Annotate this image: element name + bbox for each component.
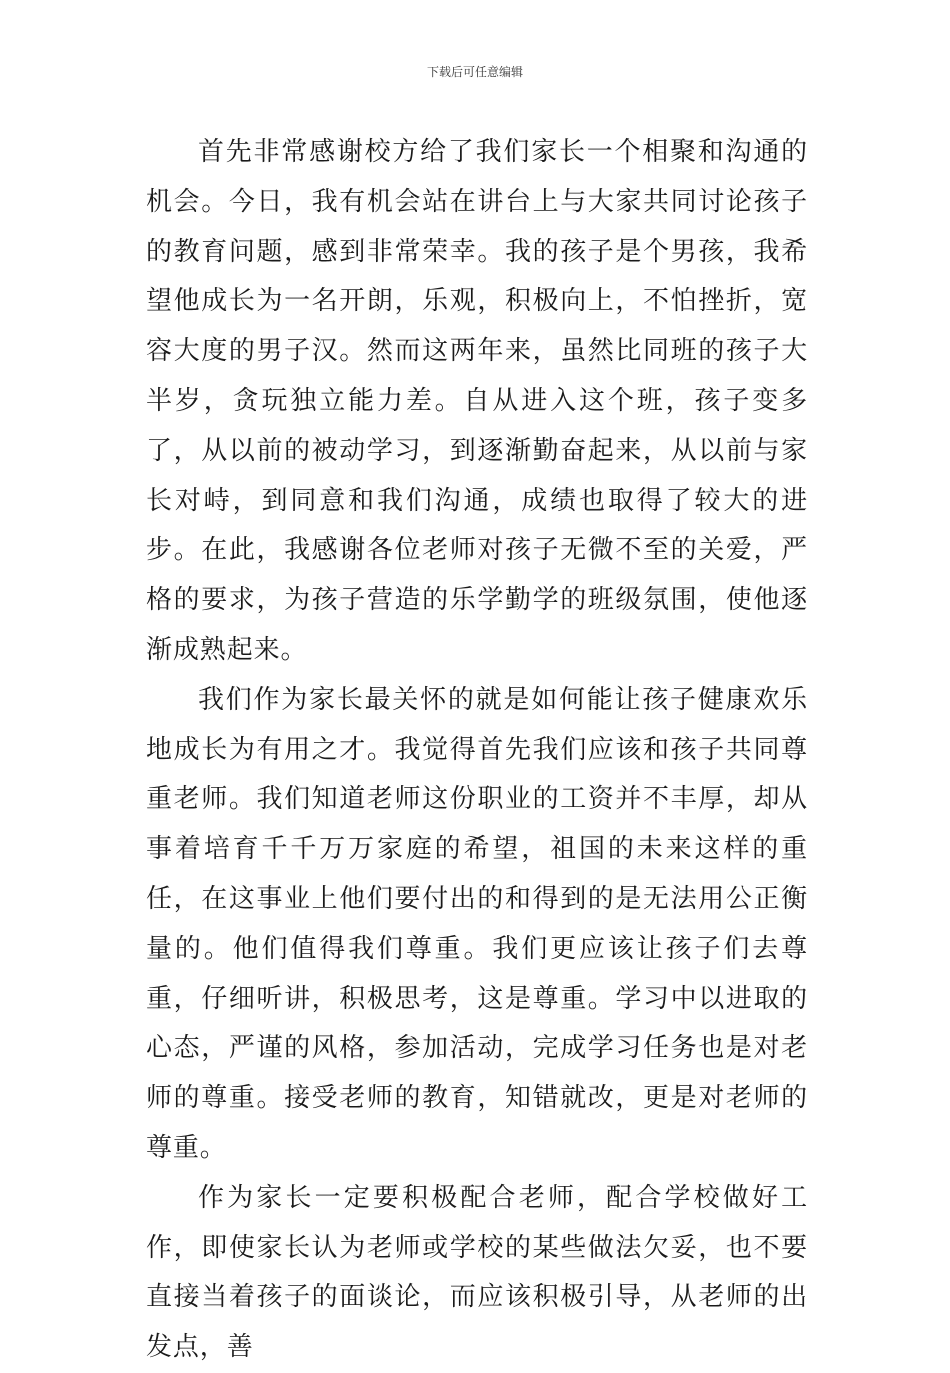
body-text [146, 128, 808, 1373]
paragraph-3: 作为家长一定要积极配合老师，配合学校做好工作，即使家长认为老师或学校的某些做法欠妥，也不要直接当着孩子的面谈论，而应该积极引导，从老师的出发点，善 [146, 1182, 808, 1363]
paragraph-1: 首先非常感谢校方给了我们家长一个相聚和沟通的机会。今日，我有机会站在讲台上与大家共同讨论孩子的教育问题，感到非常荣幸。我的孩子是个男孩，我希望他成长为一名开朗，乐观，积极向上，不怕挫折，宽容大度的男子汉。然而这两年来，虽然比同班的孩子大半岁，贪玩独立能力差。自从进入这个班，孩子变多了，从以前的被动学习，到逐渐勤奋起来，从以前与家长对峙，到同意和我们沟通，成绩也取得了较大的进步。在此，我感谢各位老师对孩子无微不至的关爱，严格的要求，为孩子营造的乐学勤学的班级氛围，使他逐渐成熟起来。 [146, 137, 808, 665]
paragraph-2: 我们作为家长最关怀的就是如何能让孩子健康欢乐地成长为有用之才。我觉得首先我们应该和孩子共同尊重老师。我们知道老师这份职业的工资并不丰厚，却从事着培育千千万万家庭的希望，祖国的未来这样的重任，在这事业上他们要付出的和得到的是无法用公正衡量的。他们值得我们尊重。我们更应该让孩子们去尊重，仔细听讲，积极思考，这是尊重。学习中以进取的心态，严谨的风格，参加活动，完成学习任务也是对老师的尊重。接受老师的教育，知错就改，更是对老师的尊重。 [146, 684, 808, 1163]
page-header: 下载后可任意编辑 [426, 65, 523, 79]
